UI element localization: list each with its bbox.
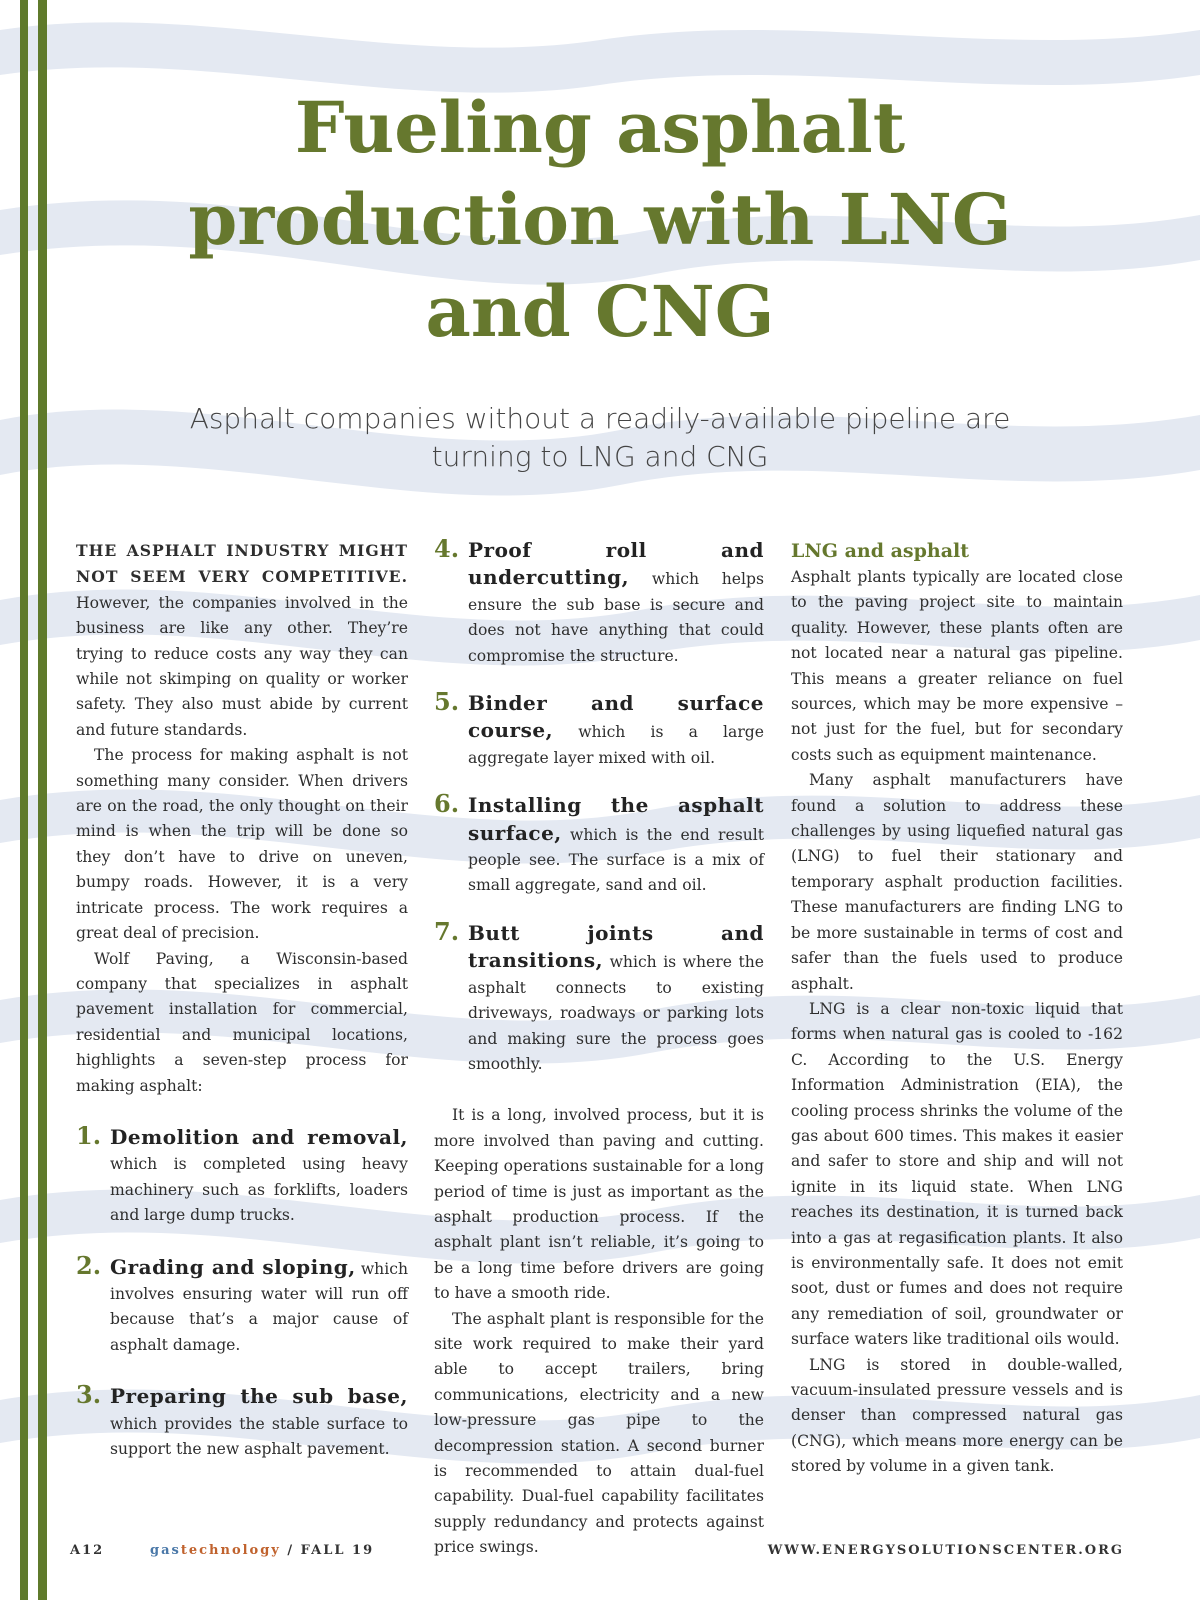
step-heading: Proof roll and undercutting, [468, 538, 764, 590]
paragraph: Many asphalt manufacturers have found a solution to address these challenges by using liquefied natural gas (LNG) to fuel their stationary and temporary asphalt production facilities. These manufacturers are finding LNG to be more sustainable in terms of cost and safer than the fuels used to produce asphalt. [791, 771, 1123, 993]
step-heading: Installing the asphalt surface, [468, 793, 764, 845]
step-number: 4. [434, 534, 460, 563]
step-text: which is where the asphalt connects to existing driveways, roadways or parking lots and making sure the process goes smoothly. [468, 953, 764, 1073]
lead-caps: THE ASPHALT INDUSTRY MIGHT NOT SEEM VERY COMPETITIVE. [76, 541, 408, 587]
column-2 [434, 534, 764, 1561]
lead-rest: However, the companies involved in the business are like any other. They’re trying to reduce costs any way they can while not skimping on quality or worker safety. They also must abide by current and future standards. [76, 593, 408, 739]
step-text: which involves ensuring water will run off because that’s a major cause of asphalt damage. [110, 1259, 408, 1354]
paragraph: Wolf Paving, a Wisconsin-based company that specializes in asphalt pavement installation for commercial, residential and municipal locations, highlights a seven-step process for making asphalt: [76, 949, 408, 1095]
magazine-name [150, 1543, 374, 1558]
step-heading: Binder and surface course, [468, 691, 764, 743]
step-heading: Grading and sloping, [110, 1254, 356, 1279]
step-item [434, 789, 764, 899]
step-heading: Preparing the sub base, [110, 1384, 408, 1409]
step-item [434, 687, 764, 771]
issue-label: / FALL 19 [280, 1543, 375, 1558]
step-number: 5. [434, 687, 460, 717]
step-item [76, 1380, 408, 1462]
step-item [434, 534, 764, 669]
step-item [76, 1250, 408, 1359]
step-heading: Butt joints and transitions, [468, 920, 764, 973]
column-1 [76, 538, 408, 1462]
magazine-technology: technology [180, 1543, 281, 1558]
column-3 [791, 538, 1123, 1480]
magazine-gas: gas [150, 1543, 181, 1558]
step-text: which provides the stable surface to support the new asphalt pavement. [110, 1414, 408, 1458]
lead-paragraph [76, 538, 408, 743]
step-text: which is a large aggregate layer mixed with oil. [468, 723, 764, 767]
left-stripe-inner [38, 0, 47, 1600]
paragraph: LNG is a clear non-toxic liquid that forms when natural gas is cooled to -162 C. According to the U.S. Energy Information Administration (EIA), the cooling process shrinks the volume of the gas about 600 times. This makes it easier and safer to store and ship and will not ignite in its liquid state. When LNG reaches its destination, it is turned back into a gas at regasification plants. It also is environmentally safe. It does not emit soot, dust or fumes and does not require any remediation of soil, groundwater or surface waters like traditional oils would. [791, 999, 1123, 1349]
page-number: A12 [70, 1543, 105, 1558]
section-heading: LNG and asphalt [791, 540, 970, 562]
paragraph: The process for making asphalt is not something many consider. When drivers are on the road, the only thought on their mind is when the trip will be done so they don’t have to drive on uneven, bumpy roads. However, it is a very intricate process. The work requires a great deal of precision. [76, 746, 408, 943]
website-url[interactable]: WWW.ENERGYSOLUTIONSCENTER.ORG [767, 1543, 1124, 1558]
step-number: 7. [434, 916, 460, 946]
step-number: 3. [76, 1380, 102, 1410]
step-heading: Demolition and removal, [110, 1124, 408, 1149]
step-number: 6. [434, 789, 460, 819]
article-title: Fueling asphalt production with LNG and CNG [188, 86, 1012, 353]
step-item [434, 916, 764, 1077]
left-stripe-outer [20, 0, 28, 1600]
paragraph: Asphalt plants typically are located close to the paving project site to maintain quality. However, these plants often are not located near a natural gas pipeline. This means a greater reliance on fuel sources, which may be more expensive – not just for the fuel, but for secondary costs such as equipment maintenance. [791, 568, 1123, 764]
step-number: 2. [76, 1250, 102, 1280]
paragraph: The asphalt plant is responsible for the site work required to make their yard able to accept trailers, bring communications, electricity and a new low-pressure gas pipe to the decompression station. A second burner is recommended to attain dual-fuel capability. Dual-fuel capability facilitates supply redundancy and protects against price swings. [434, 1309, 764, 1557]
article-subtitle: Asphalt companies without a readily-available pipeline are turning to LNG and CNG [189, 402, 1011, 473]
step-number: 1. [76, 1120, 102, 1150]
step-text: which helps ensure the sub base is secure and does not have anything that could compromise the structure. [468, 570, 764, 665]
paragraph: LNG is stored in double-walled, vacuum-insulated pressure vessels and is denser than compressed natural gas (CNG), which means more energy can be stored by volume in a given tank. [791, 1355, 1123, 1476]
step-text: which is the end result people see. The surface is a mix of small aggregate, sand and oil. [468, 825, 764, 895]
step-text: which is completed using heavy machinery such as forklifts, loaders and large dump trucks. [110, 1155, 408, 1225]
paragraph: It is a long, involved process, but it is more involved than paving and cutting. Keeping operations sustainable for a long period of time is just as important as the asphalt production process. If the asphalt plant isn’t reliable, it’s going to be a long time before drivers are going to have a smooth ride. [434, 1106, 764, 1303]
step-item [76, 1120, 408, 1229]
